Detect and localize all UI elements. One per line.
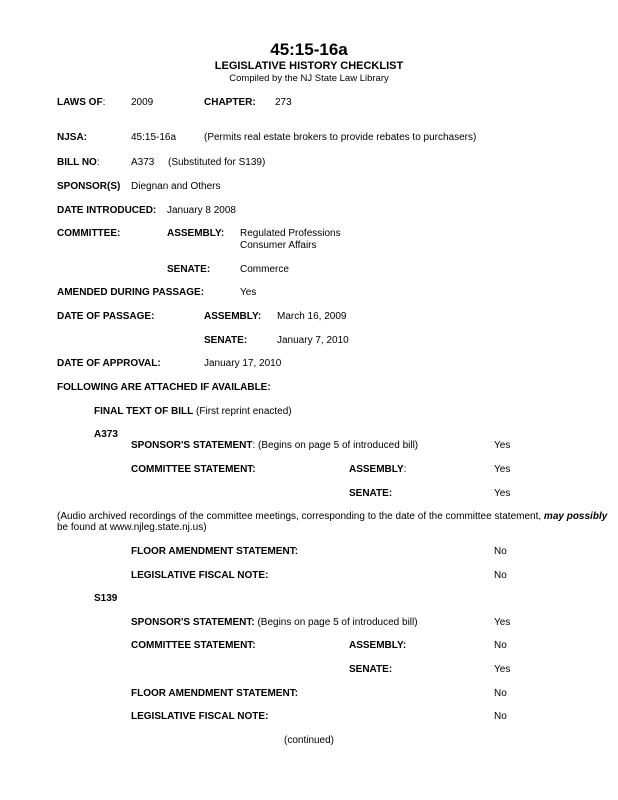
a373-floor-amendment-value: No: [494, 546, 507, 557]
passage-senate-value: January 7, 2010: [277, 335, 349, 346]
date-introduced-value: January 8 2008: [167, 205, 236, 216]
passage-assembly-label: ASSEMBLY:: [204, 311, 262, 322]
laws-of-label: LAWS OF:: [57, 97, 106, 108]
continued-note: (continued): [283, 735, 335, 746]
date-of-approval-label: DATE OF APPROVAL:: [57, 358, 161, 369]
date-of-passage-label: DATE OF PASSAGE:: [57, 311, 155, 322]
final-text: FINAL TEXT OF BILL (First reprint enacted): [94, 406, 292, 417]
chapter-label: CHAPTER:: [204, 97, 256, 108]
s139-sponsor-statement-value: Yes: [494, 617, 511, 628]
page-title: 45:15-16a: [270, 40, 348, 59]
passage-senate-label: SENATE:: [204, 335, 248, 346]
a373-floor-amendment-label: FLOOR AMENDMENT STATEMENT:: [131, 546, 299, 557]
committee-assembly-label: ASSEMBLY:: [167, 228, 225, 239]
s139-floor-amendment-label: FLOOR AMENDMENT STATEMENT:: [131, 688, 299, 699]
njsa-value: 45:15-16a: [131, 132, 177, 143]
bill-no-label: BILL NO:: [57, 157, 100, 168]
s139-committee-senate-label: SENATE:: [349, 664, 393, 675]
sponsors-label: SPONSOR(S): [57, 181, 121, 192]
sponsors-value: Diegnan and Others: [131, 181, 221, 192]
committee-senate-value: Commerce: [240, 264, 289, 275]
s139-fiscal-note-value: No: [494, 711, 507, 722]
committee-senate-label: SENATE:: [167, 264, 211, 275]
amended-value: Yes: [240, 287, 257, 298]
committee-assembly-value-1: Regulated Professions: [240, 228, 341, 239]
committee-label: COMMITTEE:: [57, 228, 121, 239]
a373-committee-senate-label: SENATE:: [349, 488, 393, 499]
attached-heading: FOLLOWING ARE ATTACHED IF AVAILABLE:: [57, 382, 271, 393]
a373-sponsor-statement-value: Yes: [494, 440, 511, 451]
s139-floor-amendment-value: No: [494, 688, 507, 699]
s139-committee-assembly-label: ASSEMBLY:: [349, 640, 407, 651]
s139-committee-senate-value: Yes: [494, 664, 511, 675]
a373-committee-statement-label: COMMITTEE STATEMENT:: [131, 464, 256, 475]
laws-of-value: 2009: [131, 97, 154, 108]
compiled-by: Compiled by the NJ State Law Library: [229, 73, 389, 84]
s139-fiscal-note-label: LEGISLATIVE FISCAL NOTE:: [131, 711, 269, 722]
a373-sponsor-statement: SPONSOR'S STATEMENT: (Begins on page 5 of introduced bill): [131, 440, 419, 451]
njsa-label: NJSA:: [57, 132, 88, 143]
amended-label: AMENDED DURING PASSAGE:: [57, 287, 205, 298]
audio-note-line-2: be found at www.njleg.state.nj.us): [57, 522, 207, 533]
date-introduced-label: DATE INTRODUCED:: [57, 205, 157, 216]
date-of-approval-value: January 17, 2010: [204, 358, 282, 369]
passage-assembly-value: March 16, 2009: [277, 311, 347, 322]
njsa-description: (Permits real estate brokers to provide rebates to purchasers): [204, 132, 477, 143]
a373-fiscal-note-value: No: [494, 570, 507, 581]
page-subtitle: LEGISLATIVE HISTORY CHECKLIST: [214, 60, 404, 72]
a373-committee-senate-value: Yes: [494, 488, 511, 499]
audio-note-line-1: (Audio archived recordings of the committee meetings, corresponding to the date of the committee statement, may possibly: [57, 511, 608, 522]
a373-label: A373: [94, 429, 118, 440]
s139-label: S139: [94, 593, 118, 604]
bill-no-value: A373: [131, 157, 155, 168]
committee-assembly-value-2: Consumer Affairs: [240, 240, 317, 251]
s139-committee-statement-label: COMMITTEE STATEMENT:: [131, 640, 256, 651]
bill-no-note: (Substituted for S139): [168, 157, 266, 168]
chapter-value: 273: [275, 97, 292, 108]
s139-committee-assembly-value: No: [494, 640, 507, 651]
a373-committee-assembly-label: ASSEMBLY:: [349, 464, 407, 475]
a373-committee-assembly-value: Yes: [494, 464, 511, 475]
s139-sponsor-statement: SPONSOR'S STATEMENT: (Begins on page 5 of introduced bill): [131, 617, 418, 628]
a373-fiscal-note-label: LEGISLATIVE FISCAL NOTE:: [131, 570, 269, 581]
